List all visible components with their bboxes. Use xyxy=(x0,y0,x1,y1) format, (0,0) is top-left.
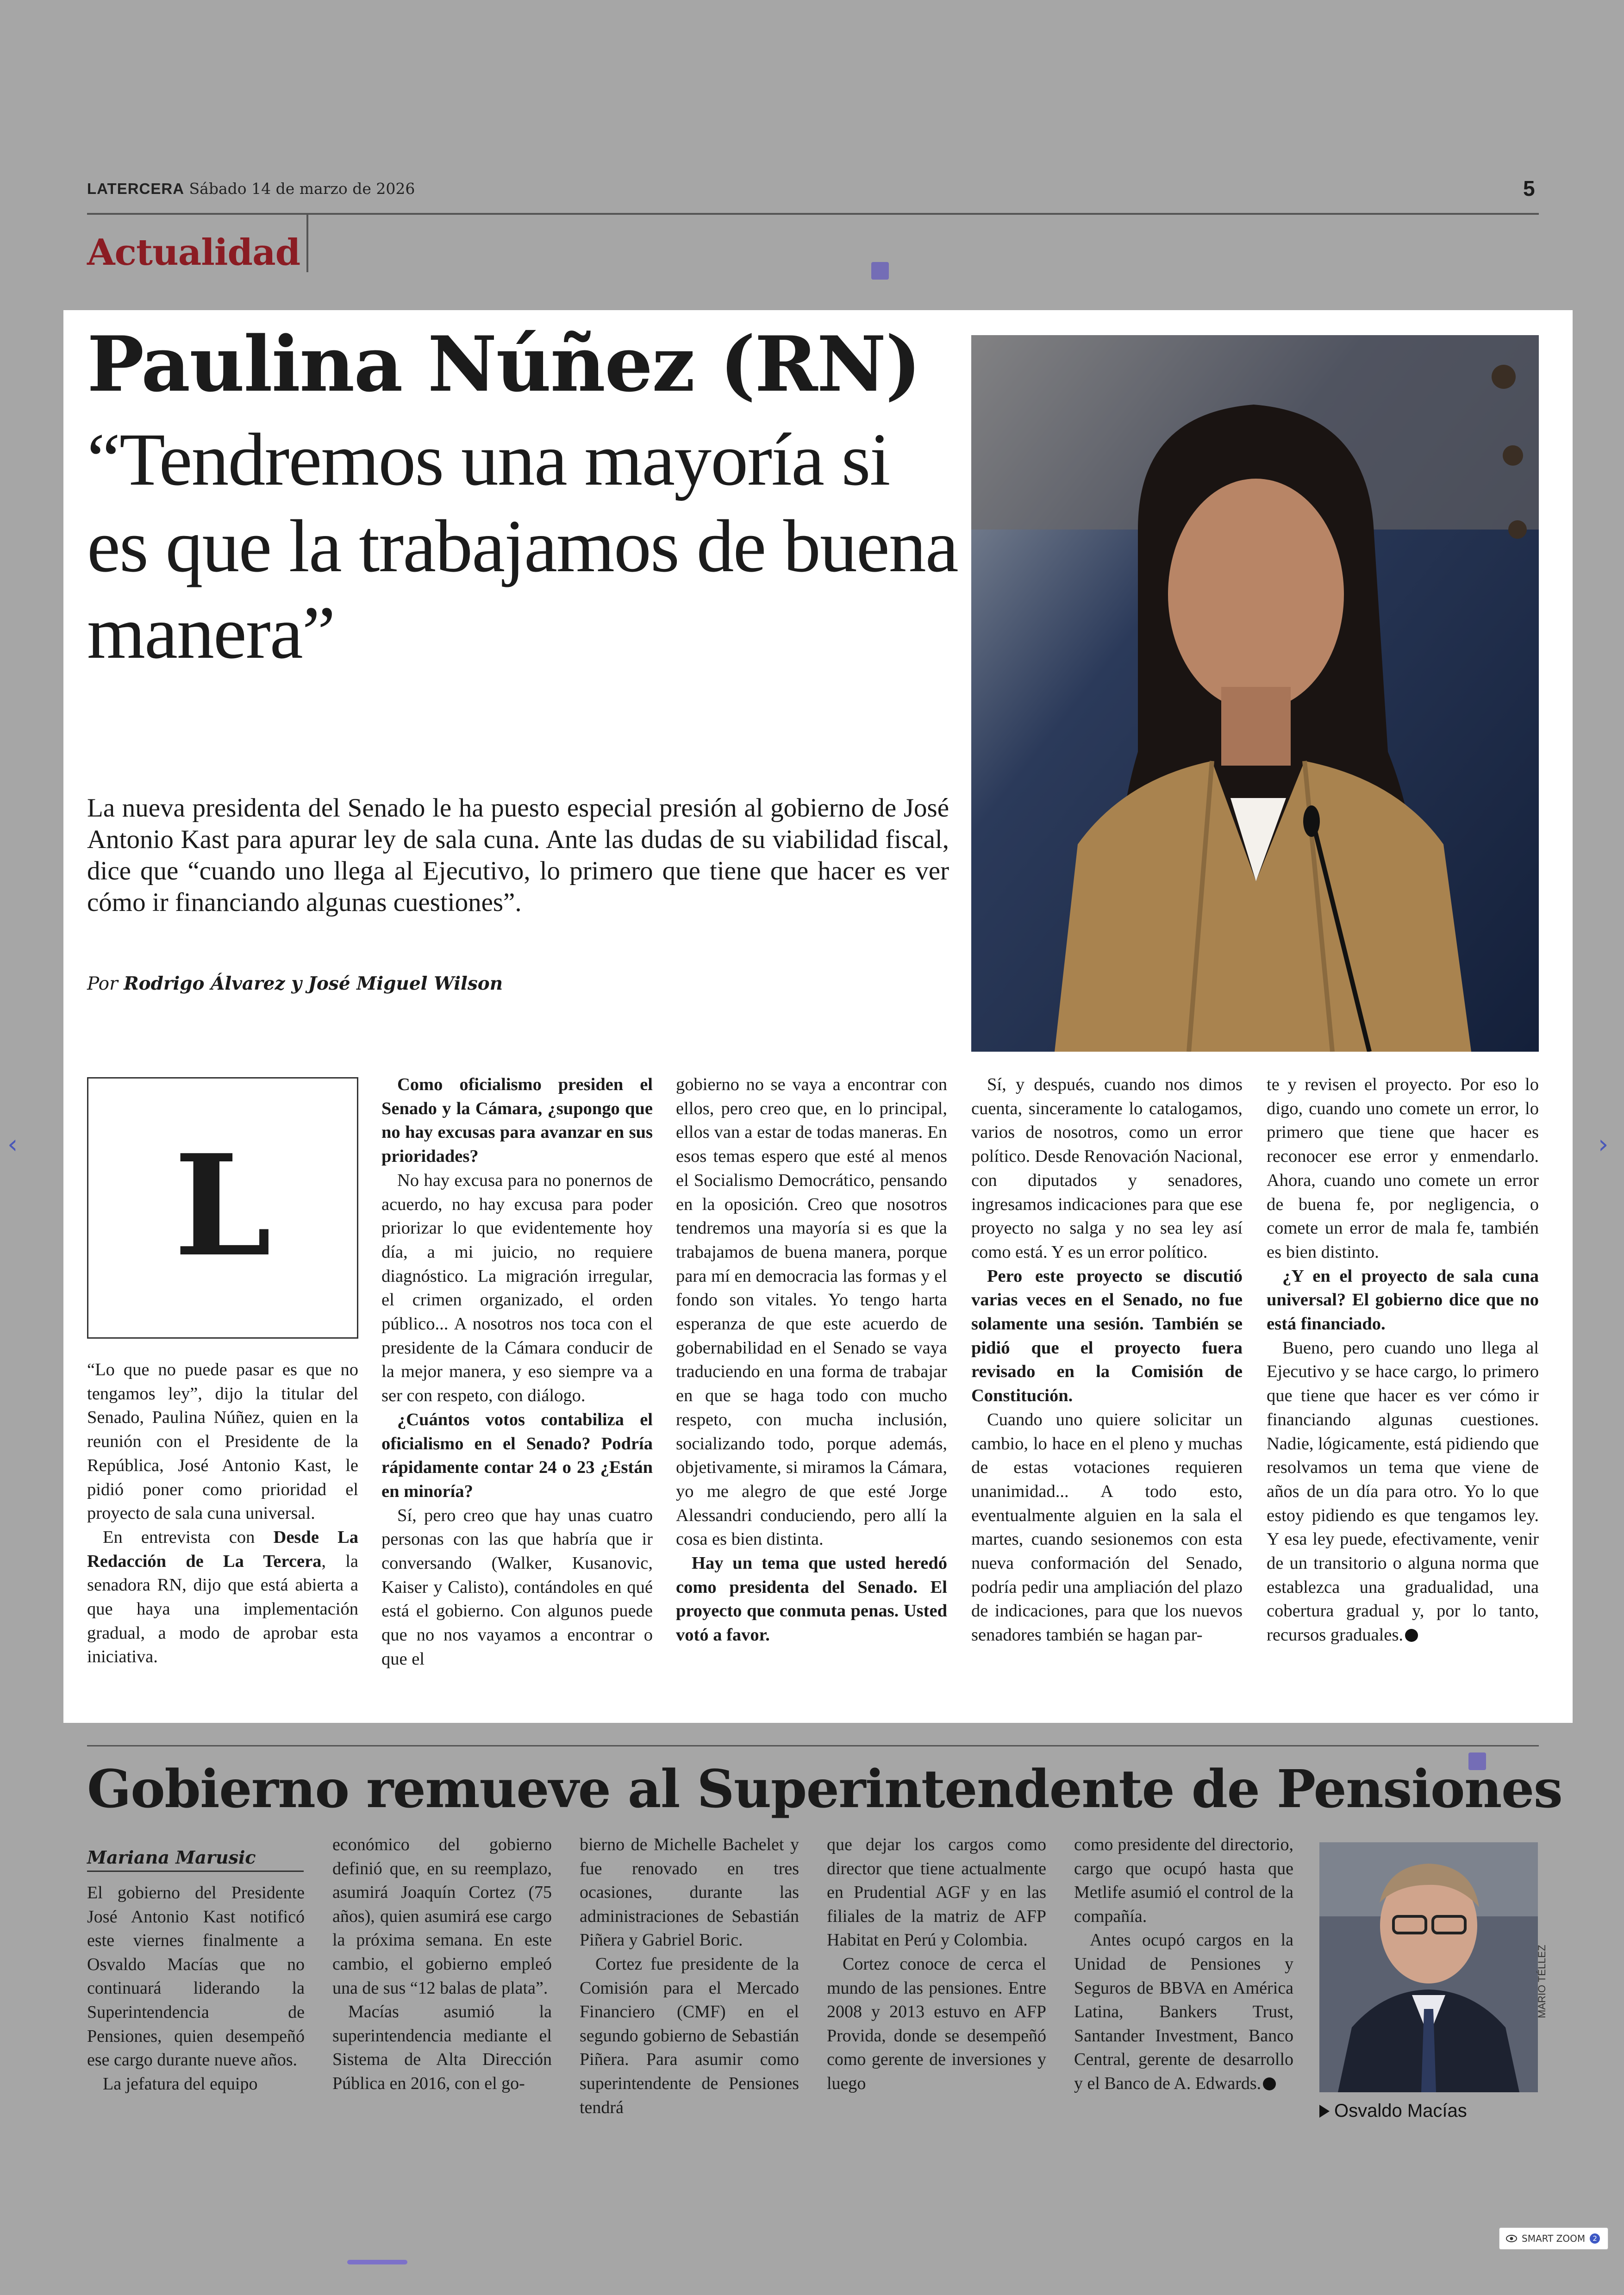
article-column-5 xyxy=(1267,1073,1539,1647)
interview-question: ¿Y en el proyecto de sala cuna universal? El gobierno dice que no está financiado. xyxy=(1267,1266,1539,1334)
paragraph: Antes ocupó cargos en la Unidad de Pensiones y Seguros de BBVA en América Latina, Bankers Trust, Santander Investment, Banco Central, gerente de desarrollo y el Banco de A. Edwards. xyxy=(1074,1930,1293,2093)
paragraph: “Lo que no puede pasar es que no tengamos ley”, dijo la titular del Senado, Paulina Núñez, quien en la reunión con el Presidente de la República, José Antonio Kast, le pidió poner como prioridad el proyecto de sala cuna universal. xyxy=(87,1360,358,1523)
story-column-4 xyxy=(827,1833,1046,2096)
paragraph: económico del gobierno definió que, en su reemplazo, asumirá Joaquín Cortez (75 años), quien asumirá ese cargo la próxima semana. En este cambio, el gobierno empleó una de sus “12 balas de plata”. xyxy=(332,1835,552,1998)
next-page-button[interactable]: › xyxy=(1598,1129,1609,1160)
end-of-story-icon xyxy=(1263,2077,1276,2090)
byline-authors: Rodrigo Álvarez y José Miguel Wilson xyxy=(124,973,503,994)
man-portrait-illustration xyxy=(1319,1842,1538,2092)
paragraph: como presidente del directorio, cargo que ocupó hasta que Metlife asumió el control de la compañía. xyxy=(1074,1835,1293,1926)
photo-credit: MARIO TÉLLEZ xyxy=(1536,1945,1548,2018)
section-title: Actualidad xyxy=(87,231,300,274)
story-author: Mariana Marusic xyxy=(87,1847,304,1872)
byline xyxy=(87,973,503,994)
interview-answer: Sí, pero creo que hay unas cuatro personas con las que habría que ir conversando (Walker, Kusanovic, Kaiser y Calisto), contándoles en qué está el gobierno. Con algunos puede que no nos vayamos a encontrar o que el xyxy=(381,1505,653,1669)
eye-icon xyxy=(1506,2235,1517,2242)
portrait-photo xyxy=(971,335,1539,1052)
photo-caption: Osvaldo Macías xyxy=(1319,2101,1467,2121)
interview-question: Como oficialismo presiden el Senado y la Cámara, ¿supongo que no hay excusas para avanzar en sus prioridades? xyxy=(381,1075,653,1166)
caption-arrow-icon xyxy=(1319,2105,1330,2118)
article-marker-icon[interactable] xyxy=(871,262,889,280)
story-headline: Gobierno remueve al Superintendente de Pensiones xyxy=(87,1759,1562,1820)
interview-answer: Cuando uno quiere solicitar un cambio, lo hace en el pleno y muchas de estas votaciones requieren unanimidad... A todo esto, eventualmente alguien en la sala el martes, cuando sesionemos con esta nueva conformación del Senado, podría pedir una ampliación del plazo de indicaciones, para que los nuevos senadores también se hagan par- xyxy=(971,1409,1243,1645)
portrait-illustration xyxy=(971,335,1539,1052)
interview-question: ¿Cuántos votos contabiliza el oficialismo en el Senado? Podría rápidamente contar 24 o 23 ¿Están en minoría? xyxy=(381,1409,653,1501)
article-lede: La nueva presidenta del Senado le ha puesto especial presión al gobierno de José Antonio Kast para apurar ley de sala cuna. Ante las dudas de su viabilidad fiscal, dice que “cuando uno llega al Ejecutivo, lo primero que tiene que hacer es ver cómo ir financiando algunas cuestiones”. xyxy=(87,793,949,917)
smart-zoom-badge: 2 xyxy=(1590,2233,1600,2244)
header-rule xyxy=(87,213,1539,215)
interview-question: Hay un tema que usted heredó como presidenta del Senado. El proyecto que conmuta penas. Usted votó a favor. xyxy=(676,1553,947,1645)
paragraph: En entrevista con Desde La Redacción de La Tercera, la senadora RN, dijo que está abierta a que haya una implementación gradual, a modo de aprobar esta iniciativa. xyxy=(87,1527,359,1667)
paragraph: La jefatura del equipo xyxy=(103,2074,258,2094)
interview-answer: No hay excusa para no ponernos de acuerdo, no hay excusa para poder priorizar lo que evidentemente hoy día, a mi juicio, no requiere diagnóstico. La migración irregular, el crimen organizado, el orden público... A nosotros nos toca con el presidente de la Cámara conducir de la mejor manera, y eso siempre va a ser con respeto, con diálogo. xyxy=(381,1170,653,1406)
interview-answer: Sí, y después, cuando nos dimos cuenta, sinceramente lo catalogamos, varios de nosotros, como un error político. Desde Renovación Nacional, con diputados y senadores, ingresamos indicaciones para que ese proyecto no salga y no sea ley así como está. Y es un error político. xyxy=(971,1075,1243,1262)
paragraph: Cortez fue presidente de la Comisión para el Mercado Financiero (CMF) en el segundo gobierno de Sebastián Piñera. Para asumir como superintendente de Pensiones tendrá xyxy=(580,1954,799,2117)
masthead xyxy=(87,180,415,198)
page-scroll-indicator[interactable] xyxy=(347,2260,407,2264)
story-column-1 xyxy=(87,1881,305,2096)
smart-zoom-label: SMART ZOOM xyxy=(1522,2233,1586,2244)
end-of-article-icon xyxy=(1405,1629,1418,1642)
article-column-1 xyxy=(87,1358,358,1669)
article-column-3 xyxy=(676,1073,947,1647)
brand-name: LATERCERA xyxy=(87,180,185,197)
byline-prefix: Por xyxy=(87,973,118,994)
paragraph: El gobierno del Presidente José Antonio Kast notificó este viernes finalmente a Osvaldo Macías que no continuará liderando la Superintendencia de Pensiones, quien desempeñó ese cargo durante nueve años. xyxy=(87,1883,305,2070)
story-column-5 xyxy=(1074,1833,1293,2096)
paragraph: Cortez conoce de cerca el mundo de las pensiones. Entre 2008 y 2013 estuvo en AFP Provida, donde se desempeñó como gerente de inversiones y luego xyxy=(827,1954,1046,2093)
interview-answer: te y revisen el proyecto. Por eso lo digo, cuando uno comete un error, lo primero que tiene que hacer es reconocer ese error y enmendarlo. Ahora, cuando uno comete un error de buena fe, por negligencia, o comete un error de mala fe, también es bien distinto. xyxy=(1267,1075,1539,1262)
paragraph: que dejar los cargos como director que tiene actualmente en Prudential AGF y en las filiales de la matriz de AFP Habitat en Perú y Colombia. xyxy=(827,1835,1046,1950)
interview-answer: gobierno no se vaya a encontrar con ellos, pero creo que, en lo principal, ellos van a estar de todas maneras. En esos temas espero que esté al menos el Socialismo Democrático, pensando en la oposición. Creo que nosotros tendremos una mayoría si es que la trabajamos de buena manera, porque para mí en democracia las formas y el fondo son vitales. Yo tengo harta esperanza de que este acuerdo de gobernabilidad en el Senado se vaya traduciendo en una forma de trabajar en que se haga todo con mucho respeto, con mucha inclusión, socializando todo, porque además, objetivamente, si miramos la Cámara, yo me alegro de que esté Jorge Alessandri conduciendo, pero allí la cosa es bien distinta. xyxy=(676,1075,947,1549)
page-number: 5 xyxy=(1523,176,1535,200)
section-divider xyxy=(306,215,308,272)
interview-question: Pero este proyecto se discutió varias veces en el Senado, no fue solamente una sesión. También se pidió que el proyecto fuera revisado en la Comisión de Constitución. xyxy=(971,1266,1243,1406)
interview-answer: Bueno, pero cuando uno llega al Ejecutivo y se hace cargo, lo primero que tiene que hacer es ver cómo ir financiando algunas cuestiones. Nadie, lógicamente, está pidiendo que resolvamos un tema que viene de años de un día para otro. Yo lo que estoy pidiendo es que tengamos ley. Y esa ley puede, efectivamente, venir de un transitorio o alguna norma que establezca una gradualidad, una cobertura gradual y, por lo tanto, recursos graduales. xyxy=(1267,1338,1539,1645)
story-rule xyxy=(87,1745,1539,1746)
article-column-2 xyxy=(381,1073,653,1671)
dropcap-box xyxy=(87,1077,358,1339)
smart-zoom-button[interactable] xyxy=(1499,2227,1608,2250)
article-column-4 xyxy=(971,1073,1243,1647)
paragraph: bierno de Michelle Bachelet y fue renovado en tres ocasiones, durante las administraciones de Sebastián Piñera y Gabriel Boric. xyxy=(580,1835,799,1950)
prev-page-button[interactable]: ‹ xyxy=(7,1129,18,1160)
osvaldo-macias-photo xyxy=(1319,1842,1538,2092)
program-name: Desde La Redacción de La Tercera xyxy=(87,1527,359,1571)
article-person-name: Paulina Núñez (RN) xyxy=(87,319,920,409)
story-column-2 xyxy=(332,1833,552,2096)
paragraph: Macías asumió la superintendencia mediante el Sistema de Alta Dirección Pública en 2016, con el go- xyxy=(332,2002,552,2093)
story-column-3 xyxy=(580,1833,799,2120)
article-headline-quote: “Tendremos una mayoría si es que la trabajamos de buena manera” xyxy=(87,418,958,674)
dropcap-letter: L xyxy=(174,1123,272,1287)
issue-date: Sábado 14 de marzo de 2026 xyxy=(189,180,415,198)
